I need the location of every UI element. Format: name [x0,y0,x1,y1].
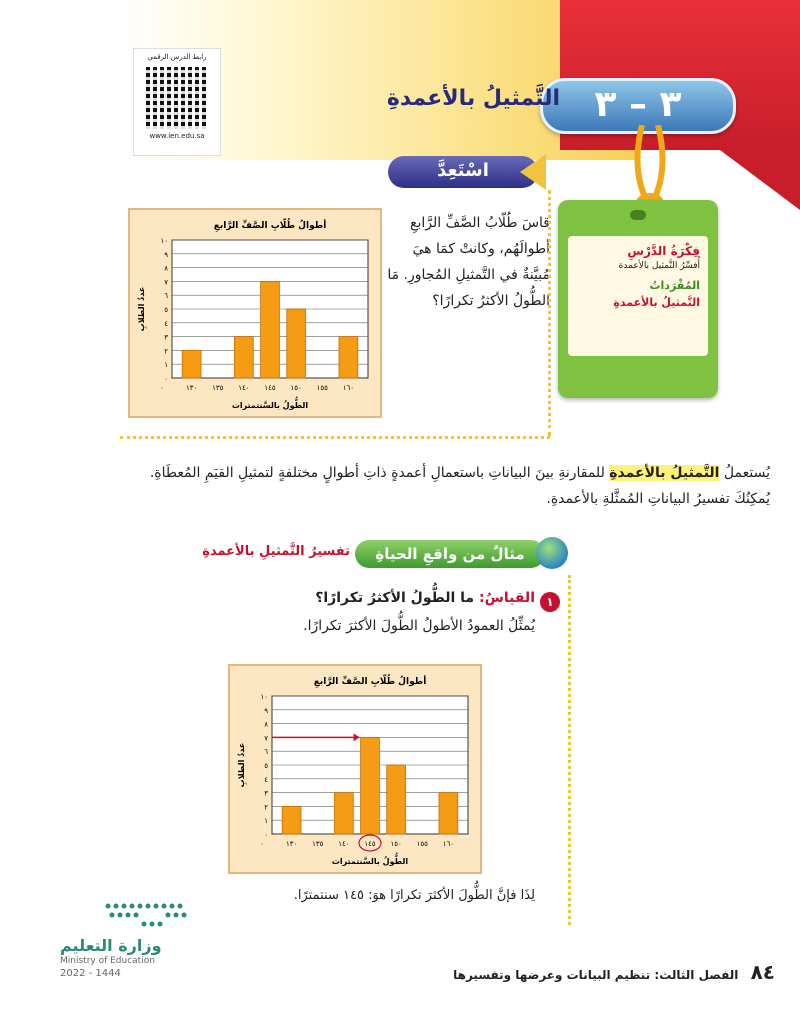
divider-dotted-vertical [548,190,551,436]
x-tick-label: ١٣٥ [312,840,324,848]
intro-paragraph [115,460,770,512]
y-tick-label: ٢ [164,347,168,356]
lesson-idea-tag [558,200,718,398]
ready-banner: اسْتَعِدَّ [388,156,538,188]
y-tick-label: ٥ [264,762,268,770]
y-tick-label: ٣ [164,333,168,342]
y-tick-label: ٦ [164,292,168,301]
x-tick-label: ١٤٥ [264,384,276,392]
example-subtitle: تفسيرُ التَّمثيلِ بالأعمدةِ [202,544,350,559]
chart-1-panel [128,208,382,418]
chart-2 [230,666,480,872]
lesson-title: التَّمثيلُ بالأعمدةِ [386,86,560,111]
y-tick-label: ٧ [264,734,268,743]
y-tick-label: ٨ [264,720,268,729]
question-text: ما الطُّولُ الأكثرُ تكرارًا؟ [315,590,479,606]
bar [182,350,201,378]
page-footer [380,960,775,984]
ministry-name-en: Ministry of Education [60,956,155,966]
x-tick-label: ١٥٥ [416,840,428,848]
bar [282,806,301,834]
idea-heading: فِكْرَةُ الدَّرْسِ [627,244,700,258]
y-tick-label: ٩ [164,250,168,259]
divider-dotted-horizontal [120,436,550,439]
y-tick-label: ٤ [264,775,268,784]
bar [361,737,380,834]
bar [439,793,458,834]
bar [334,793,353,834]
qr-code-icon[interactable] [146,67,208,129]
bar [287,309,306,378]
bar [261,281,280,378]
y-tick-label: ١٠ [160,237,168,245]
qr-caption: رابط الدرس الرقمي [147,53,207,61]
x-tick-label: ١٦٠ [342,384,355,392]
qr-card[interactable] [133,48,221,156]
x-origin-label: ٠ [160,384,164,392]
question-label: القياسُ: [478,590,535,606]
y-tick-label: ٣ [264,789,268,798]
chart-1 [130,210,380,416]
bar [387,765,406,834]
example-number-badge: ١ [540,592,560,612]
y-tick-label: ٢ [264,803,268,812]
para-before: يُستعملُ [719,465,770,481]
y-axis-label: عددُ الطلابِ [237,742,246,788]
bar [339,337,358,378]
ready-text: قاسَ طُلّابُ الصَّفِّ الرَّابعِ أطوالَهُم، وكانتْ كمَا هيَ مُبيَّنةٌ في التَّمثيلِ المُجاورِ. مَا الطُّولُ الأكثرُ تكرارًا؟ [387,215,550,309]
example-banner: مثالٌ من واقعِ الحياةِ [355,540,545,568]
example-question [240,590,535,606]
example-answer: يُمثِّلُ العمودُ الأطولُ الطُّولَ الأكثرَ تكرارًا. [303,618,535,634]
y-tick-label: ٠ [164,375,168,383]
y-tick-label: ١ [264,817,268,826]
page-number: ٨٤ [750,960,775,984]
y-tick-label: ٨ [164,264,168,273]
ministry-name-ar: وزارة التعليم [60,936,162,955]
idea-text: أُفسِّرُ التَّمثيل بالأعمدة [618,261,700,271]
chart-2-panel [228,664,482,874]
tag-content [568,236,708,356]
example-conclusion: لِذَا فإنَّ الطُّولَ الأكثرَ تكرارًا هوَ: ١٤٥ سنتمترًا. [293,888,535,903]
chart-title: أطوالُ طُلّابِ الصَّفِّ الرَّابعِ [213,221,327,231]
x-tick-label: ١٣٥ [212,384,224,392]
chart-title: أطوالُ طُلّابِ الصَّفِّ الرَّابعِ [313,677,427,687]
y-tick-label: ٩ [264,706,268,715]
x-tick-label: ١٥٥ [316,384,328,392]
y-tick-label: ٥ [164,306,168,314]
x-tick-label: ١٥٠ [290,384,302,392]
y-tick-label: ٤ [164,319,168,328]
x-tick-label: ١٣٠ [185,384,198,392]
x-tick-label: ١٤٠ [338,840,350,848]
x-tick-label: ١٥٠ [390,840,402,848]
chapter-title: تنظيم البيانات وعرضها وتفسيرها [453,968,651,982]
globe-icon [536,537,568,569]
y-tick-label: ١٠ [260,693,268,701]
x-axis-label: الطُّولُ بالسَّنتمترات [331,857,409,866]
lesson-number: ٣ – ٣ [540,78,736,134]
bar [234,337,253,378]
divider-dotted-vertical-2 [568,575,571,925]
vocab-heading: المُفْرَداتُ [649,279,700,292]
para-highlight: التَّمثيلُ بالأعمدةِ [609,465,720,481]
y-tick-label: ١ [164,361,168,370]
ministry-logo-icon [98,898,192,928]
y-tick-label: ٧ [164,278,168,287]
chapter-label: الفصل الثالث: [654,968,739,982]
x-axis-label: الطُّولُ بالسَّنتمترات [231,401,309,410]
para-after: للمقارنةِ بينَ البياناتِ باستعمالِ أعمدةٍ ذاتِ أطوالٍ مختلفةٍ لتمثيلِ القيَمِ المُعطَاةِ. يُمكِنُكَ تفسيرُ البياناتِ المُمثَّلةِ بالأعمدةِ. [149,465,770,507]
x-tick-label: ١٦٠ [442,840,455,848]
x-origin-label: ٠ [260,840,264,848]
vocab-term: التَّمثيلُ بالأعمدةِ [613,296,700,309]
ready-arrow-icon [520,154,546,190]
x-tick-label: ١٤٥ [364,840,376,848]
qr-url[interactable]: www.ien.edu.sa [149,132,205,140]
y-tick-label: ٠ [264,831,268,839]
edition-year: 2022 - 1444 [60,968,121,979]
y-tick-label: ٦ [264,748,268,757]
tag-hole [630,210,646,220]
y-axis-label: عددُ الطلابِ [137,286,146,332]
x-tick-label: ١٤٠ [238,384,250,392]
x-tick-label: ١٣٠ [285,840,298,848]
